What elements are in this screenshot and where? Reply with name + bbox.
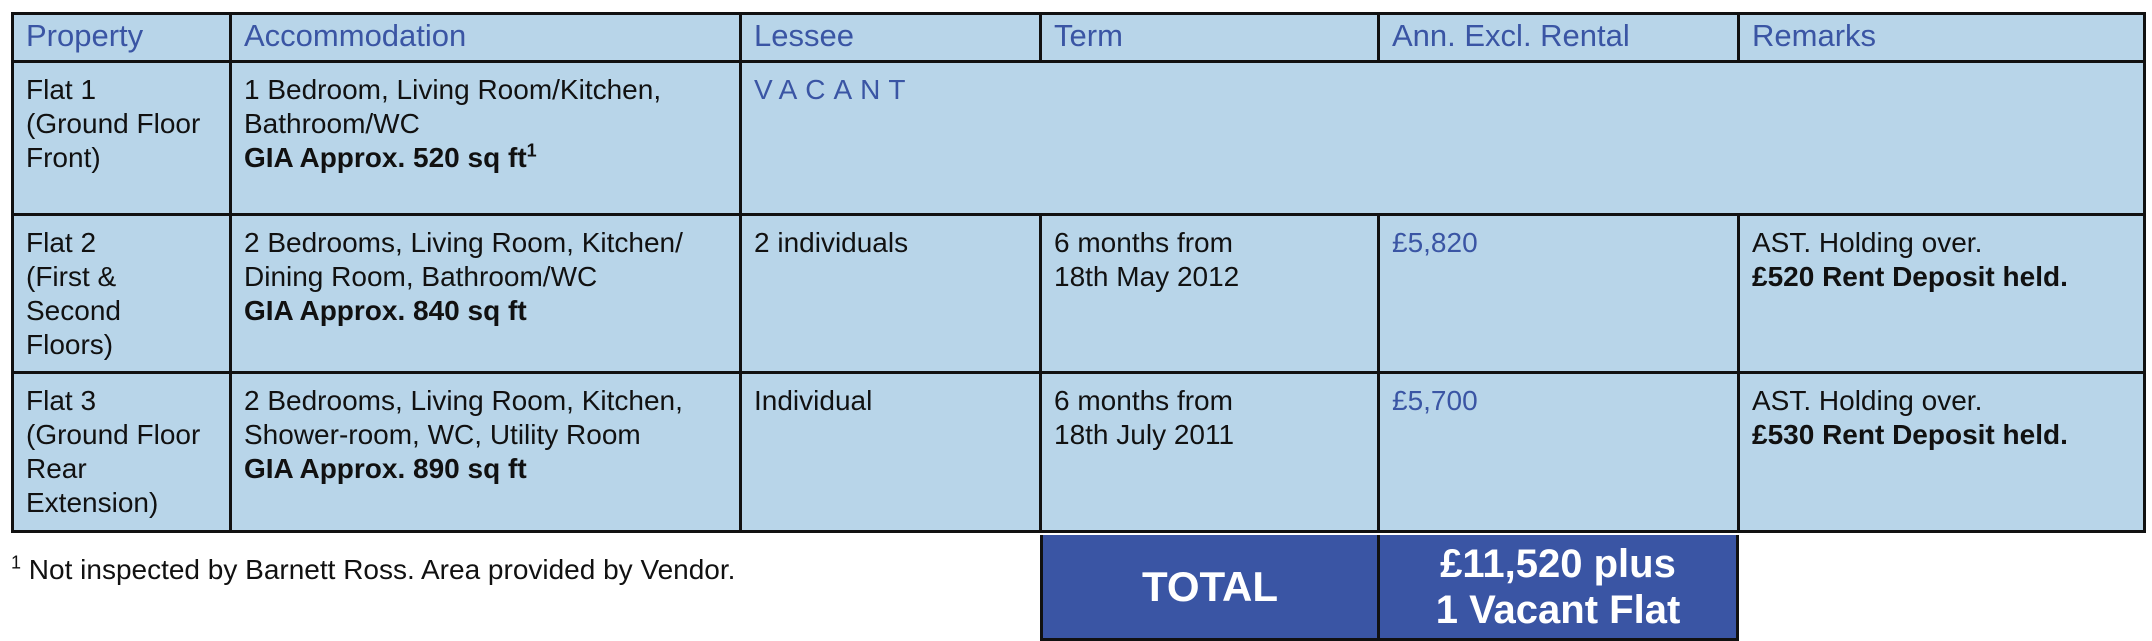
header-property: Property xyxy=(13,14,231,62)
term-line: 6 months from xyxy=(1054,227,1233,258)
gia-text: GIA Approx. 890 sq ft xyxy=(244,453,527,484)
total-value xyxy=(1377,535,1739,641)
header-accommodation: Accommodation xyxy=(231,14,741,62)
header-remarks: Remarks xyxy=(1739,14,2145,62)
property-cell xyxy=(13,215,231,373)
property-line: Flat 1 xyxy=(26,74,97,105)
total-value-line: 1 Vacant Flat xyxy=(1435,587,1681,632)
remarks-cell xyxy=(1739,373,2145,532)
term-cell xyxy=(1041,373,1379,532)
lessee-cell: Individual xyxy=(741,373,1041,532)
gia-line xyxy=(244,141,727,175)
total-label-text: TOTAL xyxy=(1141,562,1279,610)
vacant-label: VACANT xyxy=(741,62,2145,215)
property-line: (First & Second xyxy=(26,261,121,326)
property-line: (Ground Floor xyxy=(26,108,201,139)
property-line: Rear xyxy=(26,453,87,484)
gia-text: GIA Approx. 840 sq ft xyxy=(244,295,527,326)
term-line: 18th May 2012 xyxy=(1054,261,1240,292)
header-lessee: Lessee xyxy=(741,14,1041,62)
deposit-line: £530 Rent Deposit held. xyxy=(1752,419,2068,450)
lessee-cell: 2 individuals xyxy=(741,215,1041,373)
property-line: Extension) xyxy=(26,487,159,518)
header-rental: Ann. Excl. Rental xyxy=(1379,14,1739,62)
rental-cell: £5,700 xyxy=(1379,373,1739,532)
footnote-marker: 1 xyxy=(11,552,22,573)
property-line: Floors) xyxy=(26,329,114,360)
accommodation-line: 2 Bedrooms, Living Room, Kitchen, xyxy=(244,385,683,416)
footnote-text: Not inspected by Barnett Ross. Area provided by Vendor. xyxy=(21,554,736,585)
accommodation-cell xyxy=(231,62,741,215)
accommodation-line: 1 Bedroom, Living Room/Kitchen, xyxy=(244,74,662,105)
total-label xyxy=(1040,535,1380,641)
accommodation-line: Dining Room, Bathroom/WC xyxy=(244,261,598,292)
remarks-line: AST. Holding over. xyxy=(1752,227,1983,258)
remarks-line: AST. Holding over. xyxy=(1752,385,1983,416)
table-row xyxy=(13,373,2145,532)
property-line: (Ground Floor xyxy=(26,419,201,450)
accommodation-cell xyxy=(231,215,741,373)
term-line: 18th July 2011 xyxy=(1054,419,1235,450)
rental-cell: £5,820 xyxy=(1379,215,1739,373)
accommodation-cell xyxy=(231,373,741,532)
gia-text: GIA Approx. 520 sq ft xyxy=(244,142,527,173)
property-line: Front) xyxy=(26,142,101,173)
remarks-cell xyxy=(1739,215,2145,373)
header-term: Term xyxy=(1041,14,1379,62)
property-cell xyxy=(13,62,231,215)
footnote-marker: 1 xyxy=(526,140,537,161)
table-row xyxy=(13,62,2145,215)
header-row xyxy=(13,14,2145,62)
term-line: 6 months from xyxy=(1054,385,1233,416)
deposit-line: £520 Rent Deposit held. xyxy=(1752,261,2068,292)
accommodation-line: 2 Bedrooms, Living Room, Kitchen/ xyxy=(244,227,683,258)
term-cell xyxy=(1041,215,1379,373)
total-value-line: £11,520 plus xyxy=(1440,541,1676,586)
property-cell xyxy=(13,373,231,532)
accommodation-line: Shower-room, WC, Utility Room xyxy=(244,419,641,450)
table-row xyxy=(13,215,2145,373)
accommodation-line: Bathroom/WC xyxy=(244,108,420,139)
property-line: Flat 2 xyxy=(26,227,97,258)
footnote xyxy=(11,554,735,586)
property-line: Flat 3 xyxy=(26,385,97,416)
tenancy-schedule-table xyxy=(11,12,2146,533)
